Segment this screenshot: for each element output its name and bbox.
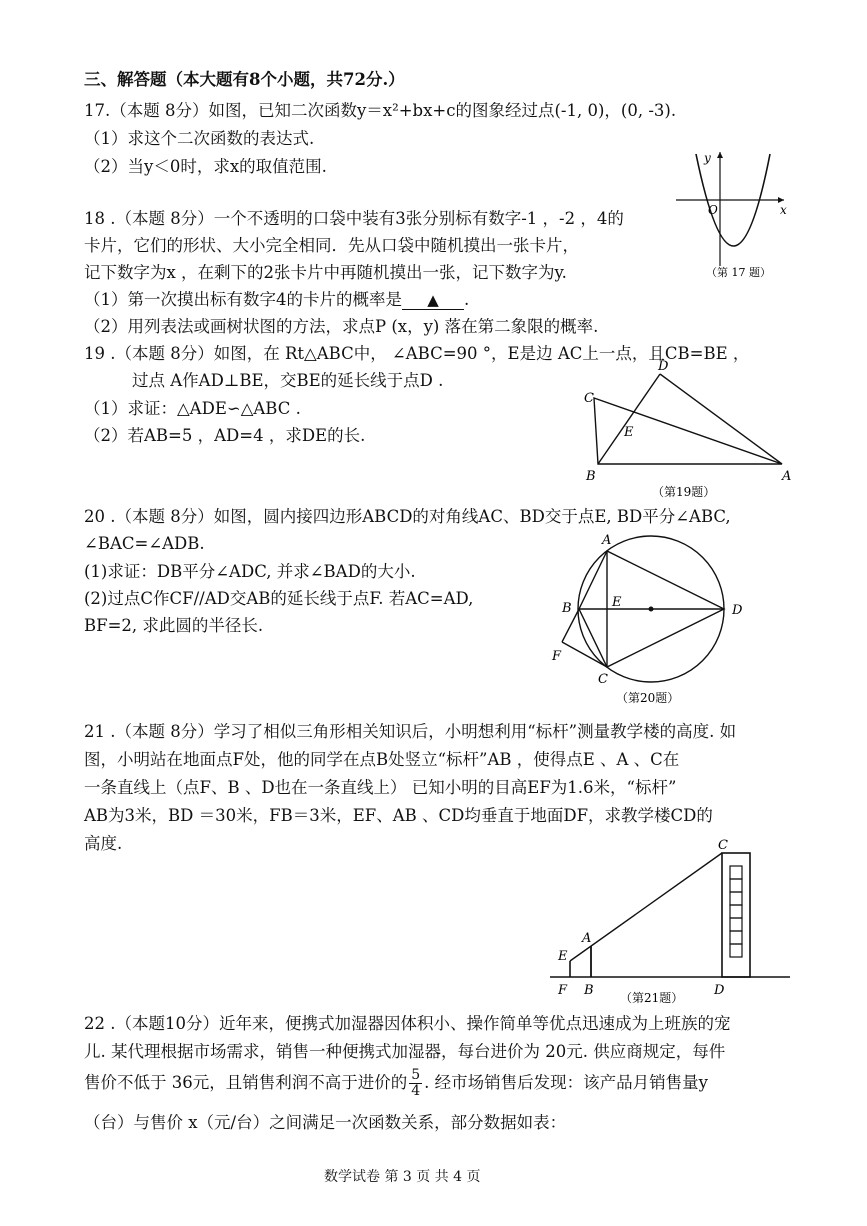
q19-stem-1: 19 .（本题 8分）如图，在 Rt△ABC中， ∠ABC=90 °，E是边 AC上一点，且CB=BE ， — [84, 344, 750, 363]
fraction-numerator: 5 — [411, 1067, 421, 1083]
q18-part1-end: . — [464, 290, 470, 309]
q19-label-c: C — [584, 391, 594, 406]
q20-circle-figure — [546, 526, 752, 710]
q17-part2: （2）当y＜0时，求x的取值范围. — [84, 157, 327, 176]
section-title: 三、解答题（本大题有8个小题，共72分.） — [84, 70, 405, 89]
triangle-icon: ▲ — [427, 291, 439, 309]
q22-stem-1: 22 .（本题10分）近年来，便携式加湿器因体积小、操作简单等优点迅速成为上班族的宠 — [84, 1014, 731, 1033]
q17-part1: （1）求这个二次函数的表达式. — [84, 129, 315, 148]
q18-part1-text: （1）第一次摸出标有数字4的卡片的概率是 — [84, 290, 402, 309]
q20-label-e: E — [612, 595, 622, 610]
q21-label-a: A — [582, 931, 592, 946]
q20-fig-caption: （第20题） — [616, 691, 680, 705]
q19-label-e: E — [624, 425, 634, 440]
q22-stem-3-pre: 售价不低于 36元，且销售利润不高于进价的 — [84, 1073, 408, 1092]
fraction-denominator: 4 — [411, 1083, 421, 1099]
q22-stem-4: （台）与售价 x（元/台）之间满足一次函数关系，部分数据如表： — [84, 1113, 567, 1132]
q17-stem: 17.（本题 8分）如图，已知二次函数y＝x²+bx+c的图象经过点(-1, 0)，(0, -3). — [84, 101, 677, 120]
q21-label-e: E — [558, 949, 568, 964]
q21-label-b: B — [584, 983, 594, 998]
q19-label-d: D — [658, 359, 669, 374]
q19-label-b: B — [586, 469, 596, 484]
q21-label-f: F — [558, 983, 568, 998]
q20-stem-1: 20 .（本题 8分）如图，圆内接四边形ABCD的对角线AC、BD交于点E, BD平分∠ABC, — [84, 507, 731, 526]
q21-stem-2: 图，小明站在地面点F处，他的同学在点B处竖立“标杆”AB ，使得点E 、A 、C在 — [84, 750, 680, 769]
q17-x-label: x — [780, 203, 787, 217]
q22-stem-2: 儿. 某代理根据市场需求，销售一种便携式加湿器，每台进价为 20元. 供应商规定，每件 — [84, 1042, 726, 1061]
q20-stem-2: ∠BAC=∠ADB. — [84, 534, 205, 553]
q20-label-f: F — [552, 649, 562, 664]
q21-stem-1: 21 .（本题 8分）学习了相似三角形相关知识后，小明想利用“标杆”测量教学楼的高度. 如 — [84, 722, 737, 741]
q21-stem-3: 一条直线上（点F、B 、D也在一条直线上） 已知小明的目高EF为1.6米，“标杆” — [84, 778, 677, 797]
q20-part1: (1)求证：DB平分∠ADC, 并求∠BAD的大小. — [84, 562, 416, 581]
q19-fig-caption: （第19题） — [652, 485, 716, 499]
q20-label-d: D — [732, 603, 743, 618]
q21-building-figure — [550, 836, 794, 1008]
answer-blank — [402, 291, 464, 310]
page-footer: 数学试卷 第 3 页 共 4 页 — [324, 1169, 481, 1185]
q17-parabola-figure — [672, 148, 792, 288]
q19-part2: （2）若AB=5 ，AD=4 ，求DE的长. — [84, 426, 366, 445]
q20-part2-cont: BF=2, 求此圆的半径长. — [84, 616, 264, 635]
q20-label-b: B — [562, 601, 572, 616]
q19-label-a: A — [782, 469, 792, 484]
q21-label-c: C — [718, 838, 728, 853]
q18-stem-3: 记下数字为x ，在剩下的2张卡片中再随机摸出一张，记下数字为y. — [84, 263, 567, 282]
q20-part2: (2)过点C作CF//AD交AB的延长线于点F. 若AC=AD, — [84, 589, 474, 608]
fraction-five-fourths — [409, 1068, 422, 1099]
q22-stem-3 — [84, 1066, 708, 1100]
q18-part2: （2）用列表法或画树状图的方法，求点P (x，y) 落在第二象限的概率. — [84, 317, 599, 336]
q22-stem-3-post: . 经市场销售后发现：该产品月销售量y — [424, 1073, 708, 1092]
q20-label-c: C — [598, 672, 608, 687]
q17-origin-label: O — [708, 203, 718, 217]
q19-triangle-figure — [574, 360, 804, 502]
q19-part1: （1）求证：△ADE∽△ABC . — [84, 399, 301, 418]
q17-y-label: y — [704, 151, 711, 165]
q17-fig-caption: （第 17 题） — [706, 266, 771, 279]
q18-part1 — [84, 289, 469, 311]
q21-stem-5: 高度. — [84, 834, 123, 853]
building-windows — [730, 866, 742, 957]
q18-stem-1: 18 .（本题 8分）一个不透明的口袋中装有3张分别标有数字-1 ，-2 ，4的 — [84, 209, 624, 228]
q21-stem-4: AB为3米，BD ＝30米，FB＝3米，EF、AB 、CD均垂直于地面DF，求教学楼CD的 — [84, 806, 713, 825]
q21-label-d: D — [714, 983, 725, 998]
q20-label-a: A — [602, 533, 612, 548]
q18-stem-2: 卡片，它们的形状、大小完全相同．先从口袋中随机摸出一张卡片， — [84, 236, 579, 255]
q21-fig-caption: （第21题） — [620, 991, 684, 1005]
q19-stem-2: 过点 A作AD⊥BE，交BE的延长线于点D . — [132, 371, 444, 390]
